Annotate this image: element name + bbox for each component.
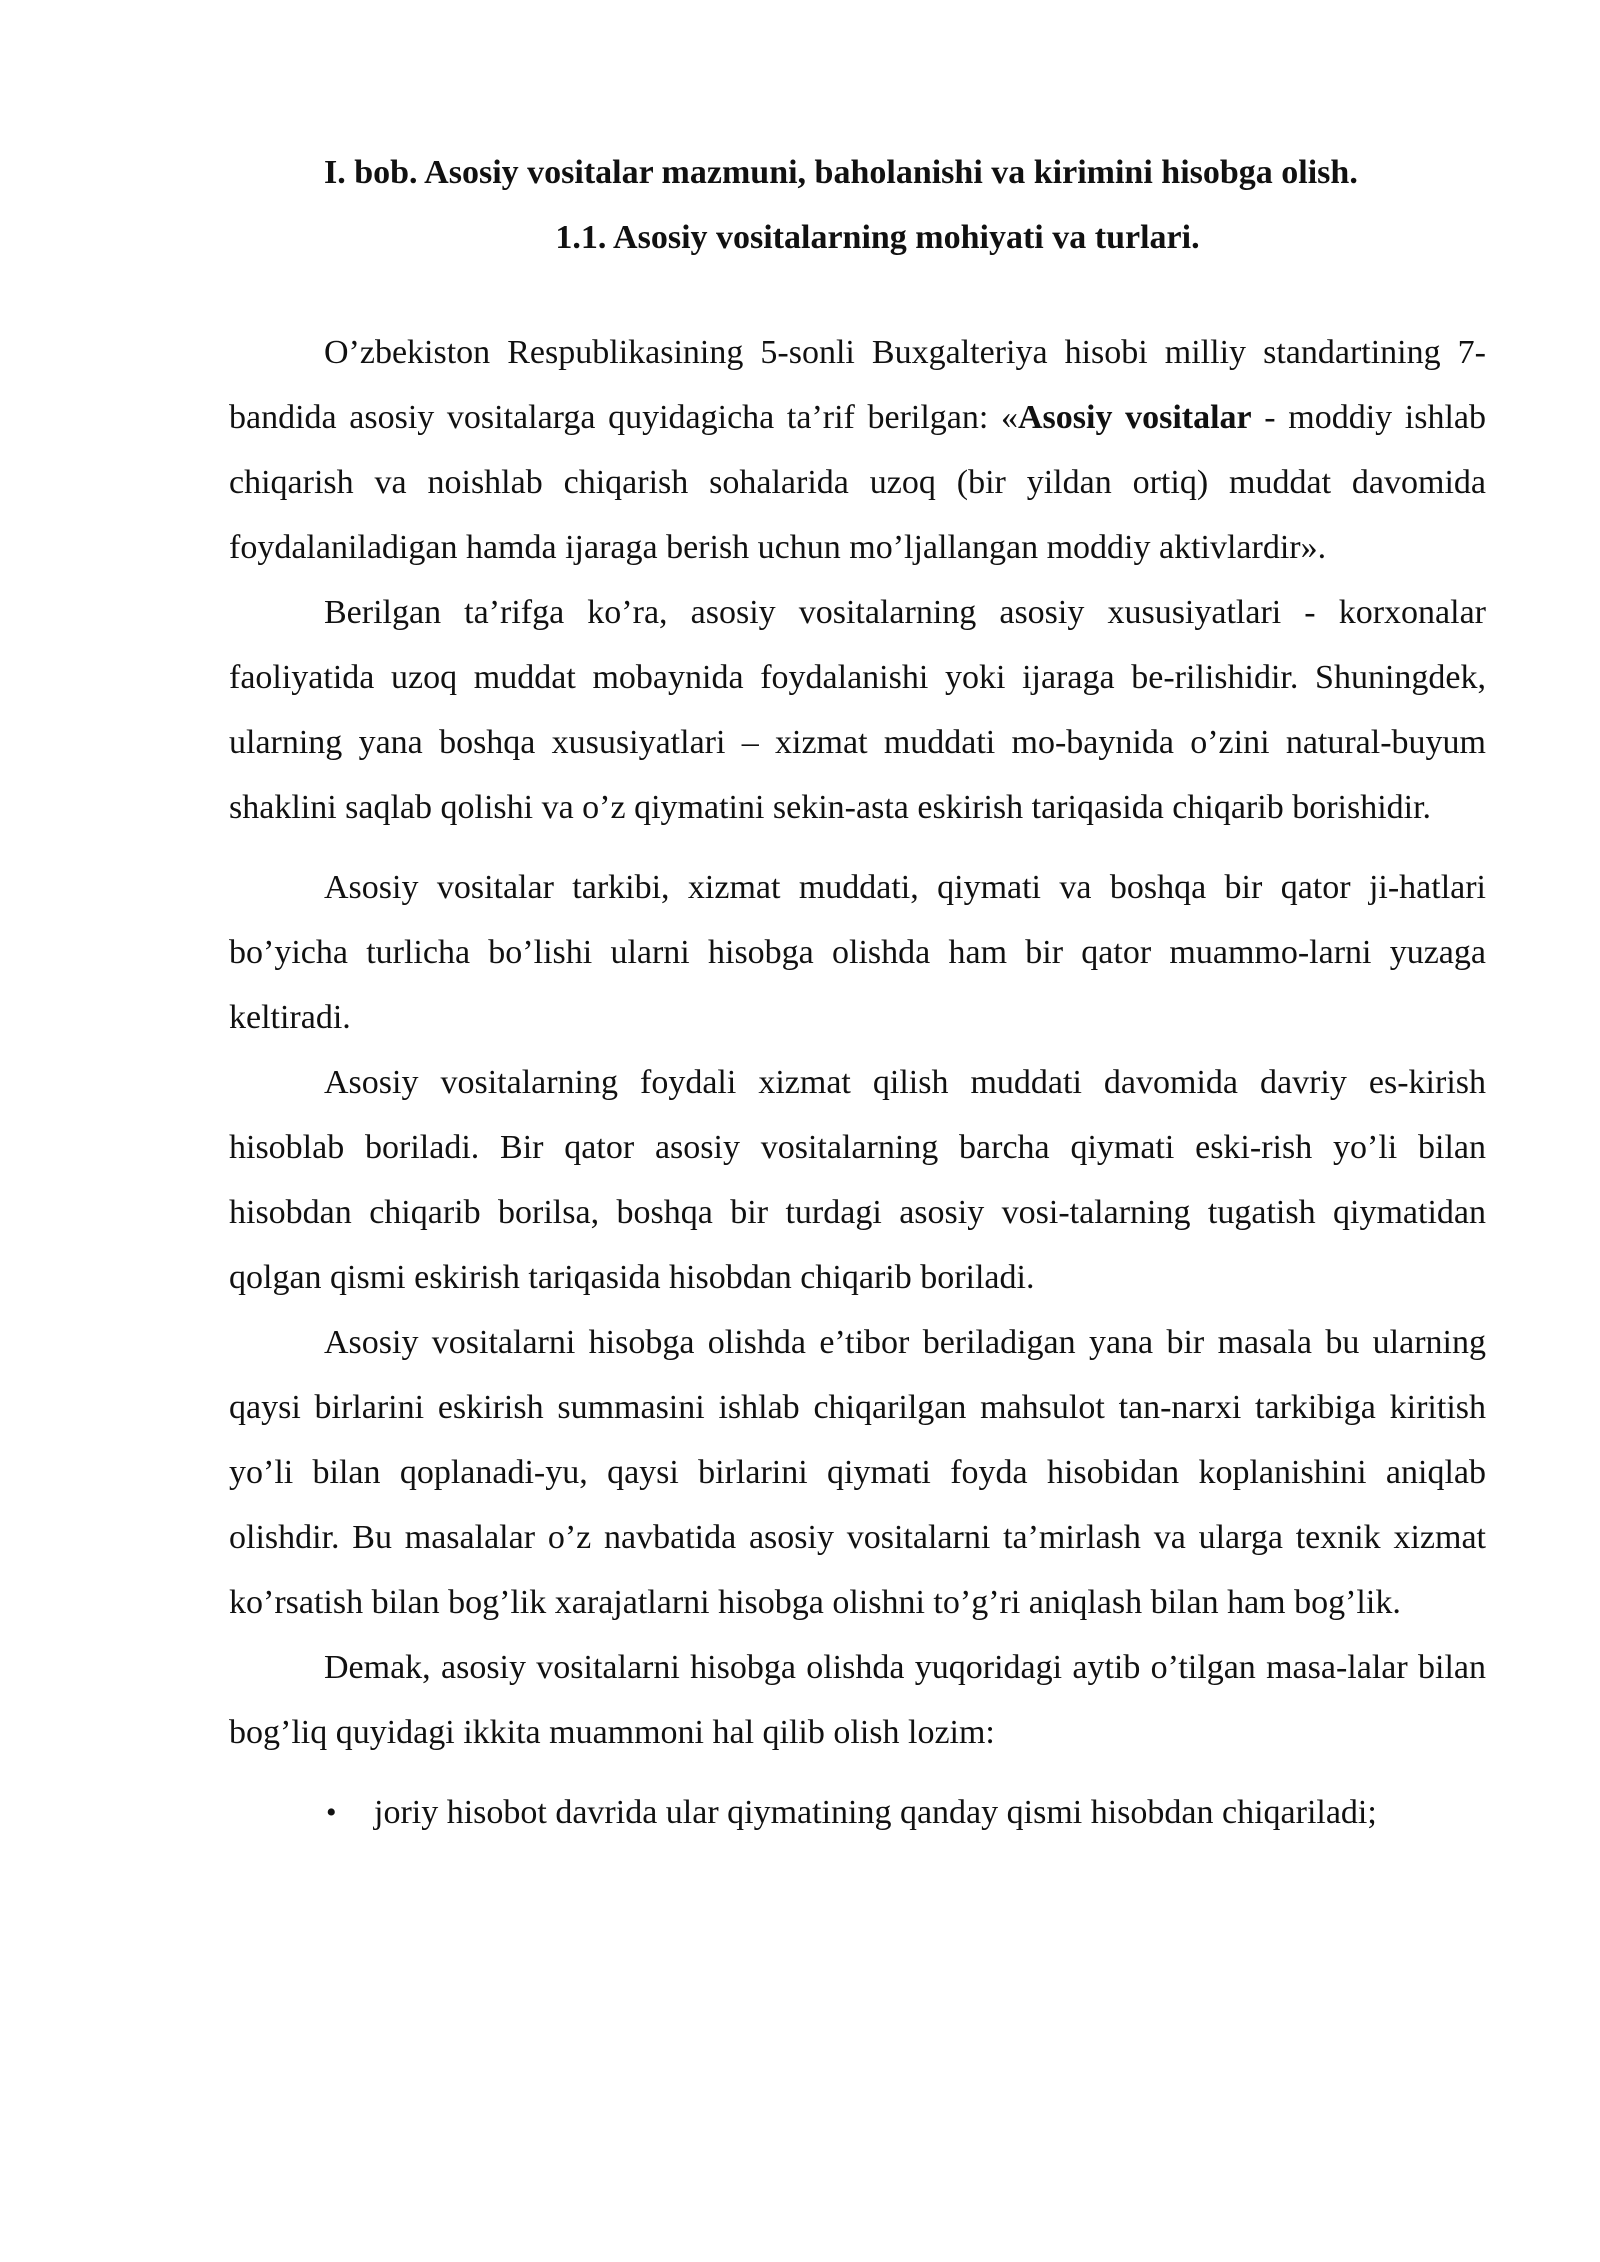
paragraph-depreciation: Asosiy vositalarning foydali xizmat qilish muddati davomida davriy es-kirish hisoblab boriladi. Bir qator asosiy vositalarning barcha qiymati eski-rish yo’li bilan hisobdan chiqarib borilsa, boshqa bir turdagi asosiy vosi-talarning tugatish qiymatidan qolgan qismi eskirish tariqasida hisobdan chiqarib boriladi. xyxy=(229,1064,1486,1296)
heading-spacer xyxy=(229,270,1486,320)
document-page xyxy=(229,140,1486,1845)
bullet-icon: • xyxy=(326,1796,337,1829)
paragraph-accounting-issue: Asosiy vositalarni hisobga olishda e’tibor beriladigan yana bir masala bu ularning qaysi birlarini eskirish summasini ishlab chiqarilgan mahsulot tan-narxi tarkibiga kiritish yo’li bilan qoplanadi-yu, qaysi birlarini qiymati foyda hisobidan koplanishini aniqlab olishdir. Bu masalalar o’z navbatida asosiy vositalarni ta’mirlash va ularga texnik xizmat ko’rsatish bilan bog’lik xarajatlarni hisobga olishni to’g’ri aniqlash bilan ham bog’lik. xyxy=(229,1324,1486,1621)
paragraph-features: Berilgan ta’rifga ko’ra, asosiy vositalarning asosiy xususiyatlari - korxonalar faoliyatida uzoq muddat mobaynida foydalanishi yoki ijaraga be-rilishidir. Shuningdek, ularning yana boshqa xususiyatlari – xizmat muddati mo-baynida o’zini natural-buyum shaklini saqlab qolishi va o’z qiymatini sekin-asta eskirish tariqasida chiqarib borishidir. xyxy=(229,594,1486,826)
definition-intro: O’zbekiston Respublikasining 5-sonli Buxgalteriya hisobi milliy standartining 7-bandida asosiy vositalarga quyidagicha ta’rif berilgan: « xyxy=(229,334,1486,436)
problem-list xyxy=(229,1780,1486,1845)
definition-term: Asosiy vositalar xyxy=(1018,399,1252,436)
list-item-text: joriy hisobot davrida ular qiymatining qanday qismi hisobdan chiqariladi; xyxy=(374,1794,1377,1831)
paragraph-conclusion: Demak, asosiy vositalarni hisobga olishda yuqoridagi aytib o’tilgan masa-lalar bilan bog’liq quyidagi ikkita muammoni hal qilib olish lozim: xyxy=(229,1649,1486,1751)
section-heading: 1.1. Asosiy vositalarning mohiyati va turlari. xyxy=(555,219,1200,256)
definition-rest: - moddiy ishlab chiqarish va noishlab chiqarish sohalarida uzoq (bir yildan ortiq) muddat davomida foydalaniladigan hamda ijaraga berish uchun mo’ljallangan moddiy aktivlardir». xyxy=(229,399,1487,566)
chapter-heading: I. bob. Asosiy vositalar mazmuni, baholanishi va kirimini hisobga olish. xyxy=(324,154,1358,191)
paragraph-composition: Asosiy vositalar tarkibi, xizmat muddati, qiymati va boshqa bir qator ji-hatlari bo’yicha turlicha bo’lishi ularni hisobga olishda ham bir qator muammo-larni yuzaga keltiradi. xyxy=(229,869,1486,1036)
paragraph-definition xyxy=(229,320,1486,580)
list-item xyxy=(229,1780,1486,1845)
